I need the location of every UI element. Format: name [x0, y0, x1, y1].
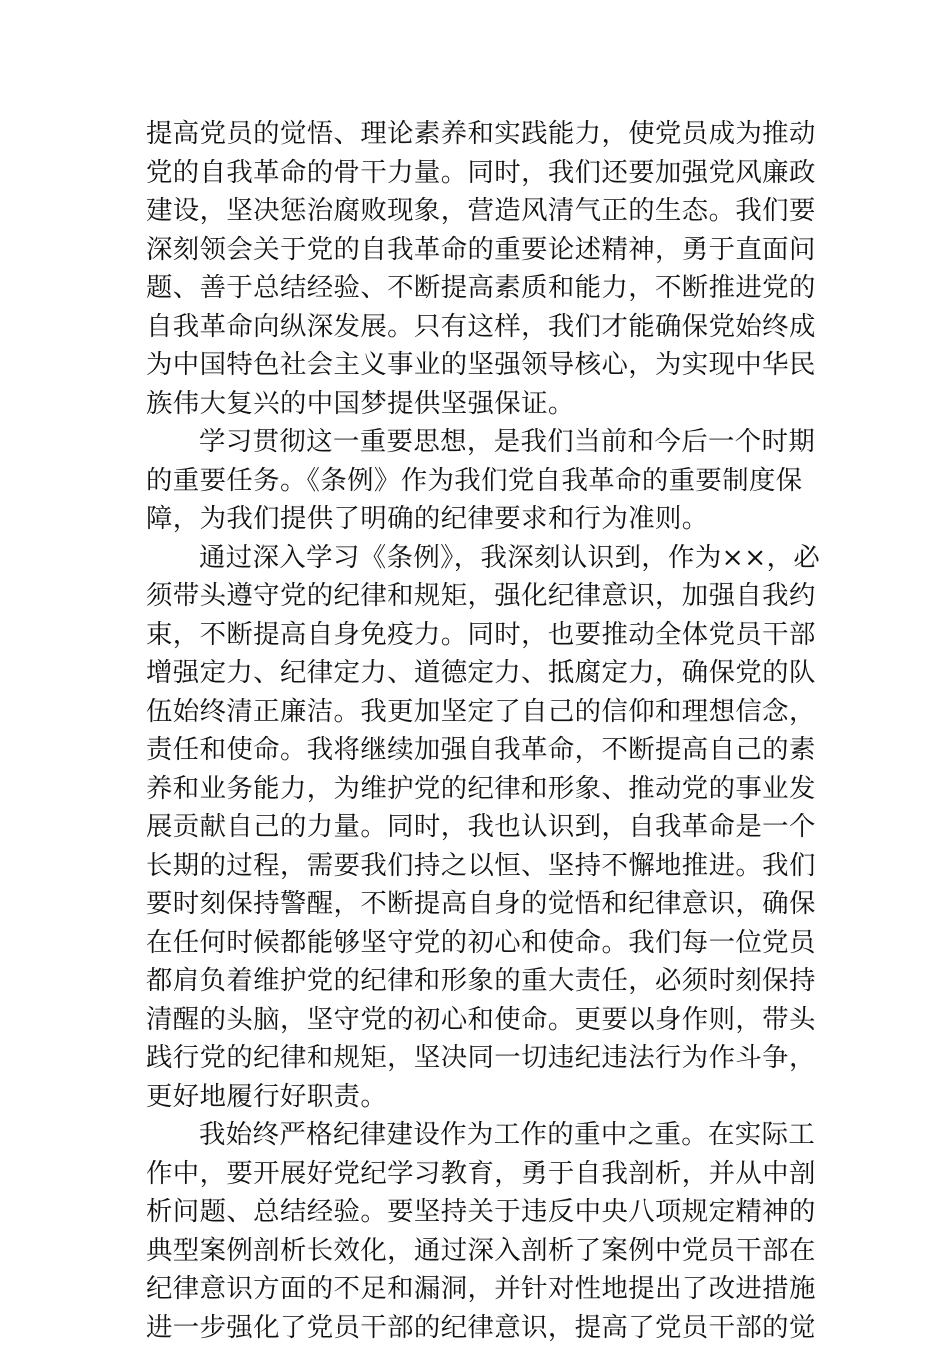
text-line: 责任和使命。我将继续加强自我革命，不断提高自己的素	[146, 731, 806, 770]
text-line: 纪律意识方面的不足和漏洞，并针对性地提出了改进措施	[146, 1270, 806, 1309]
document-body	[146, 115, 806, 1347]
text-line: 养和业务能力，为维护党的纪律和形象、推动党的事业发	[146, 770, 806, 809]
text-line: 增强定力、纪律定力、道德定力、抵腐定力，确保党的队	[146, 654, 806, 693]
text-line: 深刻领会关于党的自我革命的重要论述精神，勇于直面问	[146, 231, 806, 270]
paragraph-2	[146, 423, 806, 539]
text-line: 清醒的头脑，坚守党的初心和使命。更要以身作则，带头	[146, 1001, 806, 1040]
text-line: 作中，要开展好党纪学习教育，勇于自我剖析，并从中剖	[146, 1155, 806, 1194]
text-line: 建设，坚决惩治腐败现象，营造风清气正的生态。我们要	[146, 192, 806, 231]
text-line: 践行党的纪律和规矩，坚决同一切违纪违法行为作斗争，	[146, 1039, 806, 1078]
text-line: 自我革命向纵深发展。只有这样，我们才能确保党始终成	[146, 308, 806, 347]
text-line: 为中国特色社会主义事业的坚强领导核心，为实现中华民	[146, 346, 806, 385]
text-line: 典型案例剖析长效化，通过深入剖析了案例中党员干部在	[146, 1232, 806, 1271]
text-line: 都肩负着维护党的纪律和形象的重大责任，必须时刻保持	[146, 962, 806, 1001]
text-line: 通过深入学习《条例》，我深刻认识到，作为××，必	[146, 539, 806, 578]
text-line: 我始终严格纪律建设作为工作的重中之重。在实际工	[146, 1116, 806, 1155]
text-line: 党的自我革命的骨干力量。同时，我们还要加强党风廉政	[146, 154, 806, 193]
text-line: 题、善于总结经验、不断提高素质和能力，不断推进党的	[146, 269, 806, 308]
text-line: 伍始终清正廉洁。我更加坚定了自己的信仰和理想信念，	[146, 693, 806, 732]
text-line: 学习贯彻这一重要思想，是我们当前和今后一个时期	[146, 423, 806, 462]
text-line: 提高党员的觉悟、理论素养和实践能力，使党员成为推动	[146, 115, 806, 154]
text-line: 族伟大复兴的中国梦提供坚强保证。	[146, 385, 806, 424]
paragraph-3	[146, 539, 806, 1117]
text-line: 束，不断提高自身免疫力。同时，也要推动全体党员干部	[146, 616, 806, 655]
text-line: 展贡献自己的力量。同时，我也认识到，自我革命是一个	[146, 808, 806, 847]
text-line: 在任何时候都能够坚守党的初心和使命。我们每一位党员	[146, 924, 806, 963]
text-line: 要时刻保持警醒，不断提高自身的觉悟和纪律意识，确保	[146, 885, 806, 924]
paragraph-1	[146, 115, 806, 423]
paragraph-4	[146, 1116, 806, 1347]
text-line: 更好地履行好职责。	[146, 1078, 806, 1117]
text-line: 的重要任务。《条例》作为我们党自我革命的重要制度保	[146, 462, 806, 501]
text-line: 须带头遵守党的纪律和规矩，强化纪律意识，加强自我约	[146, 577, 806, 616]
text-line: 析问题、总结经验。要坚持关于违反中央八项规定精神的	[146, 1193, 806, 1232]
text-line: 障，为我们提供了明确的纪律要求和行为准则。	[146, 500, 806, 539]
text-line: 进一步强化了党员干部的纪律意识，提高了党员干部的觉	[146, 1309, 806, 1347]
text-line: 长期的过程，需要我们持之以恒、坚持不懈地推进。我们	[146, 847, 806, 886]
